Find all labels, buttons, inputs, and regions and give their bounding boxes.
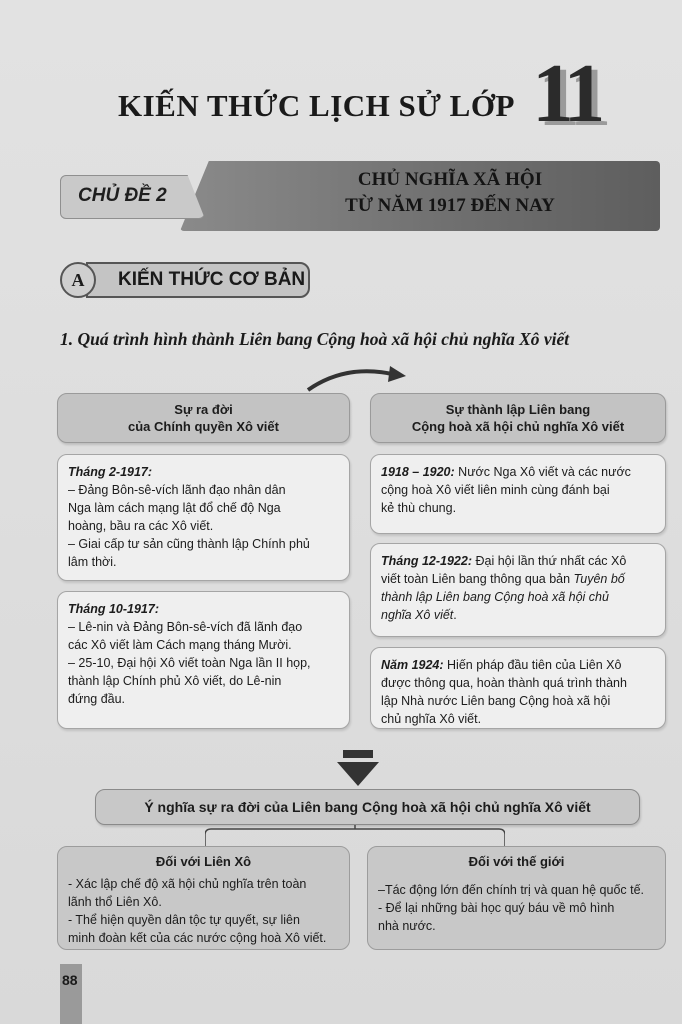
text-line: – 25-10, Đại hội Xô viết toàn Nga lần II họp,: [68, 656, 311, 670]
left-column-header: [57, 393, 350, 443]
section-title: KIẾN THỨC CƠ BẢN: [118, 269, 306, 290]
text-line: - Xác lập chế độ xã hội chủ nghĩa trên toàn: [68, 877, 307, 891]
text-line: hoàng, bầu ra các Xô viết.: [68, 519, 214, 533]
significance-header: Ý nghĩa sự ra đời của Liên bang Cộng hoà xã hội chủ nghĩa Xô viết: [95, 789, 640, 825]
topic-title-line1: CHỦ NGHĨA XÃ HỘI: [357, 169, 543, 190]
right-head-line1: Sự thành lập Liên bang: [445, 402, 591, 417]
left-box-feb-1917: [57, 454, 350, 581]
text-line: thành lập Liên bang Cộng hoà xã hội chủ: [381, 590, 609, 604]
text-line: chủ nghĩa Xô viết.: [381, 712, 482, 726]
text-italic: Tuyên bố: [573, 572, 625, 586]
text-line: thành lập Chính phủ Xô viết, do Lê-nin: [68, 674, 282, 688]
left-head-line1: Sự ra đời: [174, 402, 233, 417]
text-inline: .: [453, 608, 457, 622]
text-inline: Đại hội lần thứ nhất các Xô: [472, 554, 627, 568]
curved-arrow-icon: [300, 360, 410, 396]
text-line: –Tác động lớn đến chính trị và quan hệ quốc tế.: [378, 883, 645, 897]
text-inline: Nước Nga Xô viết và các nước: [454, 465, 631, 479]
text-line: đứng đầu.: [68, 692, 126, 706]
right-box-1918-1920: [370, 454, 666, 534]
text-line: được thông qua, hoàn thành quá trình thành: [381, 676, 627, 690]
text-line: lâm thời.: [68, 555, 117, 569]
text-line: – Giai cấp tư sản cũng thành lập Chính phủ: [68, 537, 310, 551]
topic-label: CHỦ ĐỀ 2: [78, 185, 167, 206]
topic-title-line2: TỪ NĂM 1917 ĐẾN NAY: [345, 195, 555, 216]
ussr-head: Đối với Liên Xô: [155, 854, 252, 869]
significance-ussr-box: [57, 846, 350, 950]
book-title: KIẾN THỨC LỊCH SỬ LỚP: [118, 88, 515, 123]
date-label: Tháng 12-1922:: [381, 554, 473, 568]
text-line: minh đoàn kết của các nước cộng hoà Xô viết.: [68, 931, 327, 945]
section-badge: A: [60, 262, 96, 298]
date-label: Năm 1924:: [381, 658, 444, 672]
text-line: [381, 570, 655, 588]
text-line: [381, 606, 655, 624]
text-line: các Xô viết làm Cách mạng tháng Mười.: [68, 638, 292, 652]
text-line: kẻ thù chung.: [381, 501, 457, 515]
text-line: cộng hoà Xô viết liên minh cùng đánh bại: [381, 483, 610, 497]
topic-banner: [60, 161, 660, 231]
date-label: Tháng 2-1917:: [68, 465, 153, 479]
right-head-line2: Cộng hoà xã hội chủ nghĩa Xô viết: [411, 419, 625, 434]
text-line: [381, 552, 655, 570]
right-box-dec-1922: [370, 543, 666, 637]
world-head: Đối với thế giới: [468, 854, 565, 869]
text-line: - Thể hiện quyền dân tộc tự quyết, sự liên: [68, 913, 300, 927]
text-line: – Lê-nin và Đảng Bôn-sê-vích đã lãnh đạo: [68, 620, 303, 634]
topic-title: [260, 167, 640, 219]
right-column-header: [370, 393, 666, 443]
right-box-1924: [370, 647, 666, 729]
text-line: lập Nhà nước Liên bang Cộng hoà xã hội: [381, 694, 611, 708]
text-line: [381, 656, 655, 674]
text-inline: viết toàn Liên bang thông qua bản: [381, 572, 574, 586]
down-arrow-icon: [333, 750, 383, 788]
text-line: – Đảng Bôn-sê-vích lãnh đạo nhân dân: [68, 483, 286, 497]
date-label: 1918 – 1920:: [381, 465, 455, 479]
chapter-number: 11: [532, 47, 600, 140]
text-line: Nga làm cách mạng lật đổ chế độ Nga: [68, 501, 281, 515]
significance-world-box: [367, 846, 666, 950]
date-label: Tháng 10-1917:: [68, 602, 160, 616]
text-line: lãnh thổ Liên Xô.: [68, 895, 162, 909]
text-inline: Hiến pháp đầu tiên của Liên Xô: [443, 658, 622, 672]
left-head-line2: của Chính quyền Xô viết: [128, 419, 279, 434]
left-box-oct-1917: [57, 591, 350, 729]
text-line: - Để lại những bài học quý báu về mô hình: [378, 901, 615, 915]
subsection-title: 1. Quá trình hình thành Liên bang Cộng hoà xã hội chủ nghĩa Xô viết: [60, 329, 570, 349]
page-number: 88: [62, 972, 78, 988]
text-line: nhà nước.: [378, 919, 436, 933]
text-line: [381, 463, 655, 481]
text-italic: nghĩa Xô viết: [381, 608, 454, 622]
